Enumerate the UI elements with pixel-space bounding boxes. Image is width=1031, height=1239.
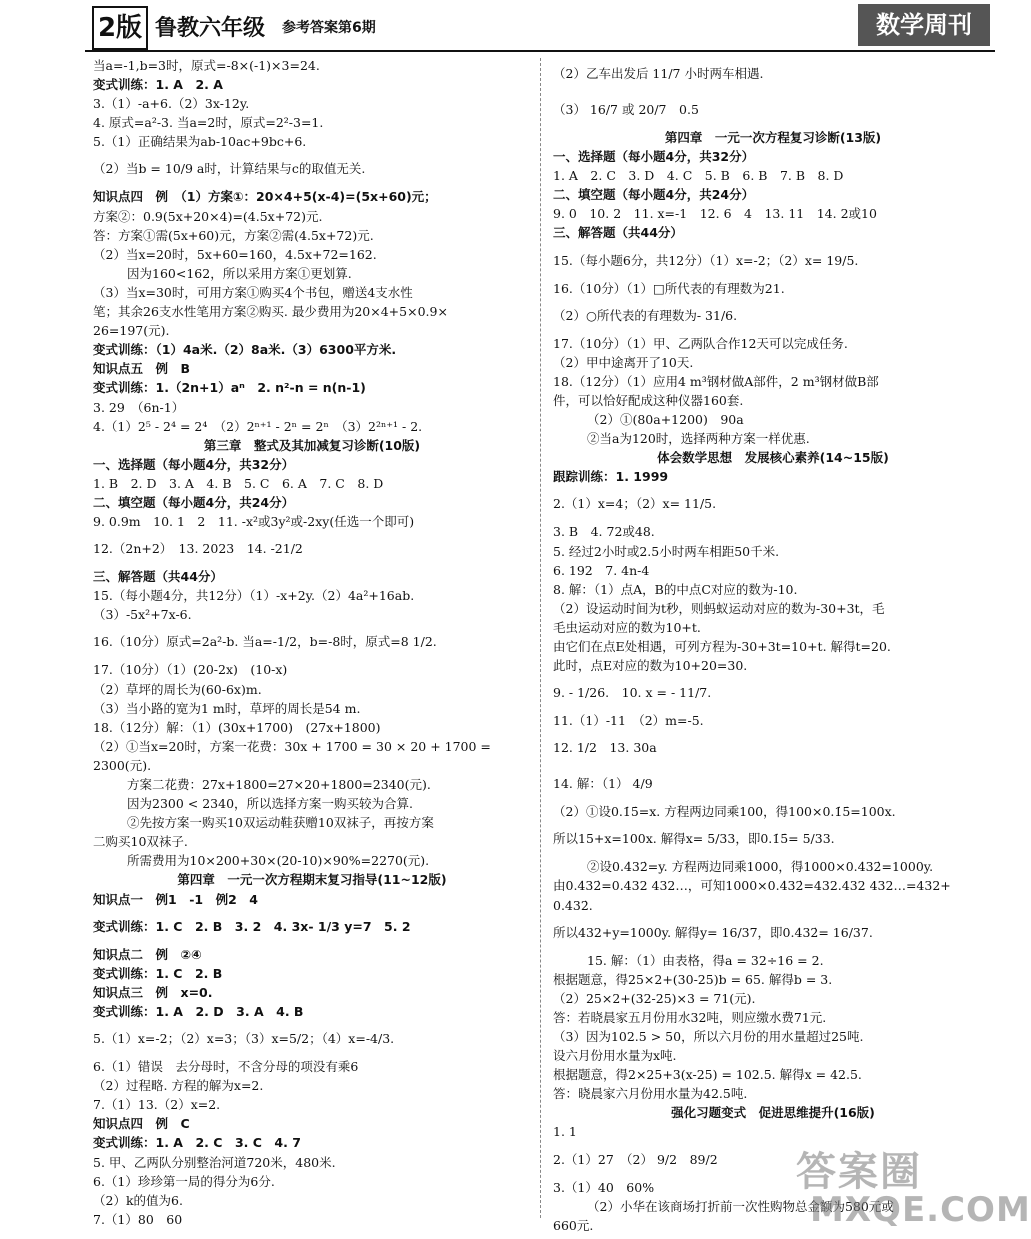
- page-header: [0, 0, 1000, 48]
- answer-line: 变式训练：1. C 2. B 3. 2 4. 3x- 1/3 y=7 5. 2: [93, 918, 411, 934]
- answer-line: （2）k的值为6.: [93, 1192, 183, 1208]
- answer-line: 毛虫运动对应的数为10+t.: [553, 619, 701, 635]
- header-rule: [85, 50, 995, 52]
- answer-line: （3）因为102.5 > 50，所以六月份的用水量超过25吨.: [553, 1029, 864, 1044]
- answer-line: （2）当x=20时，5x+60=160，4.5x+72=162.: [93, 246, 377, 262]
- section-heading: 第三章 整式及其加减复习诊断(10版): [203, 437, 421, 453]
- answer-line: 1. 1: [553, 1124, 577, 1140]
- answer-line: 根据题意，得2×25+3(x-25) = 102.5. 解得x = 42.5.: [553, 1067, 862, 1083]
- answer-line: 15.（每小题4分，共12分）（1）-x+2y.（2）4a²+16ab.: [93, 588, 415, 604]
- answer-line: 所以432+y=1000y. 解得y= 16/37，即0.4̇32̇= 16/37.: [553, 924, 873, 940]
- answer-line: 18.（12分）解：（1）(30x+1700) (27x+1800): [93, 719, 381, 735]
- answer-line: 15. 解：（1）由表格，得a = 32÷16 = 2.: [587, 952, 824, 968]
- answer-line: （2）乙车出发后 11/7 小时两车相遇.: [553, 66, 764, 81]
- watermark-text: 答案圈: [796, 1149, 922, 1195]
- answer-line: 此时，点E对应的数为10+20=30.: [553, 658, 748, 674]
- answer-line: 二、填空题（每小题4分，共24分）: [553, 187, 755, 203]
- answer-line: 跟踪训练：1. 1999: [553, 469, 669, 485]
- answer-line: 6. 192 7. 4n-4: [553, 562, 650, 578]
- answer-line: 0.4̇32̇.: [553, 897, 593, 913]
- answer-line: 14. 解：（1） 4/9: [553, 776, 653, 792]
- answer-line: 5.（1）正确结果为ab-10ac+9bc+6.: [93, 134, 307, 150]
- answer-line: 660元.: [553, 1217, 594, 1233]
- grade-label: 鲁教六年级: [155, 16, 266, 41]
- brand-banner: 数学周刊: [858, 4, 990, 46]
- answer-line: 9. 0 10. 2 11. x=-1 12. 6 4 13. 11 14. 2或10: [553, 206, 877, 222]
- answer-line: 4. 原式=a²-3. 当a=2时，原式=2²-3=1.: [93, 115, 324, 131]
- answer-line: 一、选择题（每小题4分，共32分）: [553, 149, 755, 165]
- answer-line: 二购买10双袜子.: [93, 834, 188, 850]
- answer-line: 17.（10分）（1）甲、乙两队合作12天可以完成任务.: [553, 335, 848, 351]
- answer-line: （3）当x=30时，可用方案①购买4个书包，赠送4支水性: [93, 284, 413, 300]
- answer-line: 答：晓晨家六月份用水量为42.5吨.: [553, 1086, 748, 1102]
- answer-line: （2）过程略. 方程的解为x=2.: [93, 1078, 264, 1094]
- answer-line: （2）①(80a+1200) 90a: [587, 412, 744, 428]
- answer-line: 一、选择题（每小题4分，共32分）: [93, 456, 295, 472]
- answer-line: （2）当b = 10/9 a时，计算结果与c的取值无关.: [93, 161, 366, 177]
- answer-line: ②设0.4̇32̇=y. 方程两边同乘1000，得1000×0.4̇32̇=1000y.: [587, 859, 934, 875]
- section-heading: 第四章 一元一次方程期末复习指导(11~12版): [177, 872, 447, 888]
- answer-line: 1. A 2. C 3. D 4. C 5. B 6. B 7. B 8. D: [553, 168, 844, 184]
- answer-line: 根据题意，得25×2+(30-25)b = 65. 解得b = 3.: [553, 971, 833, 987]
- column-divider: [540, 58, 541, 1218]
- answer-line: 方案二花费：27x+1800=27×20+1800=2340(元).: [127, 777, 431, 792]
- answer-line: （2）小华在该商场打折前一次性购物总金额为580元或: [587, 1198, 894, 1214]
- answer-line: 由它们在点E处相遇，可列方程为-30+3t=10+t. 解得t=20.: [553, 638, 891, 654]
- answer-line: 方案②：0.9(5x+20×4)=(4.5x+72)元.: [93, 208, 323, 224]
- answer-line: （3）当小路的宽为1 m时，草坪的周长是54 m.: [93, 700, 361, 716]
- answer-line: 18.（12分）（1）应用4 m³钢材做A部件，2 m³钢材做B部: [553, 373, 879, 389]
- answer-line: 知识点二 例 ②④: [93, 946, 202, 962]
- answer-line: 8. 解：（1）点A，B的中点C对应的数为-10.: [553, 581, 798, 597]
- section-heading: 强化习题变式 促进思维提升(16版): [671, 1105, 875, 1121]
- answer-line: 3.（1）-a+6.（2）3x-12y.: [93, 96, 250, 112]
- answer-line: 6.（1）珍珍第一局的得分为6分.: [93, 1173, 275, 1189]
- section-heading: 第四章 一元一次方程复习诊断(13版): [664, 130, 882, 145]
- answer-line: （2）草坪的周长为(60-6x)m.: [93, 681, 262, 697]
- answer-line: 答：若晓晨家五月份用水32吨，则应缴水费71元.: [553, 1009, 827, 1025]
- answer-line: 由0.4̇32̇=0.432 432…，可知1000×0.4̇32̇=432.432 432…=432+: [553, 878, 951, 894]
- answer-line: 9. - 1/26. 10. x = - 11/7.: [553, 685, 712, 701]
- answer-line: 笔；其余26支水性笔用方案②购买. 最少费用为20×4+5×0.9×: [93, 304, 448, 320]
- answer-line: 所需费用为10×200+30×(20-10)×90%=2270(元).: [127, 853, 430, 869]
- right-column: [553, 56, 993, 1235]
- answer-line: 当a=-1,b=3时，原式=-8×(-1)×3=24.: [93, 58, 320, 73]
- watermark-url: MXQE.COM: [810, 1190, 1031, 1230]
- answer-line: 15.（每小题6分，共12分）（1）x=-2；（2）x= 19/5.: [553, 252, 859, 268]
- answer-line: （2）①当x=20时，方案一花费：30x + 1700 = 30 × 20 + 1700 =: [93, 738, 491, 754]
- answer-line: 知识点四 例 C: [93, 1116, 190, 1132]
- answer-line: 12.（2n+2） 13. 2023 14. -21/2: [93, 541, 303, 557]
- answer-line: 3.（1）40 60%: [553, 1179, 655, 1195]
- answer-line: 所以15+x=100x. 解得x= 5/33，即0.1̇5̇= 5/33.: [553, 831, 835, 847]
- edition-label: 2版: [92, 6, 148, 50]
- answer-line: （2）①设0.1̇5̇=x. 方程两边同乘100，得100×0.1̇5̇=100x.: [553, 804, 896, 820]
- answer-line: 7.（1）80 60: [93, 1211, 183, 1227]
- answer-line: 二、填空题（每小题4分，共24分）: [93, 494, 295, 510]
- answer-line: 11.（1）-11 （2）m=-5.: [553, 713, 704, 729]
- answer-line: 9. 0.9m 10. 1 2 11. -x²或3y²或-2xy(任选一个即可): [93, 514, 415, 530]
- answer-line: 5. 经过2小时或2.5小时两车相距50千米.: [553, 543, 780, 559]
- answer-line: 变式训练：1. A 2. D 3. A 4. B: [93, 1003, 304, 1019]
- answer-line: （3）-5x²+7x-6.: [93, 607, 192, 623]
- answer-line: 因为2300 < 2340，所以选择方案一购买较为合算.: [127, 796, 414, 812]
- answer-line: 26=197(元).: [93, 323, 170, 339]
- watermark-logo: [770, 1140, 1031, 1239]
- answer-line: 16.（10分）（1）□所代表的有理数为21.: [553, 280, 785, 296]
- answer-line: 知识点五 例 B: [93, 361, 191, 377]
- answer-line: （3） 16/7 或 20/7 0.5: [553, 102, 699, 117]
- answer-line: 因为160<162，所以采用方案①更划算.: [127, 265, 352, 281]
- answer-line: 三、解答题（共44分）: [553, 225, 683, 241]
- answer-line: 3. B 4. 72或48.: [553, 524, 655, 540]
- answer-line: 知识点一 例1 -1 例2 4: [93, 891, 258, 907]
- answer-line: 2.（1）27 （2） 9/2 89/2: [553, 1151, 718, 1167]
- answer-line: 1. B 2. D 3. A 4. B 5. C 6. A 7. C 8. D: [93, 475, 384, 491]
- answer-line: （2）甲中途离开了10天.: [553, 354, 694, 370]
- answer-line: ②当a为120时，选择两种方案一样优惠.: [587, 431, 810, 447]
- answer-line: 知识点三 例 x=0.: [93, 984, 213, 1000]
- answer-line: 三、解答题（共44分）: [93, 569, 223, 585]
- answer-line: ②先按方案一购买10双运动鞋获赠10双袜子，再按方案: [127, 815, 434, 831]
- answer-line: 17.（10分）（1）(20-2x) (10-x): [93, 662, 288, 678]
- left-column: [93, 56, 531, 1229]
- answer-line: 变式训练：1.（2n+1）aⁿ 2. n²-n = n(n-1): [93, 380, 366, 396]
- answer-line: 变式训练：1. A 2. A: [93, 77, 223, 93]
- answer-line: 6.（1）错误 去分母时，不含分母的项没有乘6: [93, 1059, 359, 1075]
- answer-line: 3. 29 （6n-1）: [93, 399, 185, 415]
- answer-line: 7.（1）13.（2）x=2.: [93, 1097, 221, 1113]
- answer-line: 变式训练：（1）4a米.（2）8a米.（3）6300平方米.: [93, 342, 397, 358]
- section-heading: 体会数学思想 发展核心素养(14~15版): [657, 450, 889, 466]
- answer-line: 16.（10分）原式=2a²-b. 当a=-1/2，b=-8时，原式=8 1/2.: [93, 634, 437, 650]
- answer-line: 2300(元).: [93, 757, 152, 773]
- answer-line: 知识点四 例 （1）方案①：20×4+5(x-4)=(5x+60)元；: [93, 189, 437, 205]
- answer-line: （2）○所代表的有理数为- 31/6.: [553, 307, 738, 323]
- answer-line: 12. 1/2 13. 30a: [553, 740, 657, 756]
- answer-line: 件，可以恰好配成这种仪器160套.: [553, 392, 744, 408]
- answer-line: 5. 甲、乙两队分别整治河道720米，480米.: [93, 1154, 336, 1170]
- answer-line: （2）设运动时间为t秒，则蚂蚁运动对应的数为-30+3t，毛: [553, 600, 885, 616]
- answer-line: 5.（1）x=-2；（2）x=3；（3）x=5/2；（4）x=-4/3.: [93, 1031, 395, 1047]
- answer-line: 2.（1）x=4；（2）x= 11/5.: [553, 496, 717, 512]
- answer-line: 变式训练：1. C 2. B: [93, 965, 223, 981]
- answer-line: 设六月份用水量为x吨.: [553, 1048, 677, 1064]
- answer-line: 答：方案①需(5x+60)元，方案②需(4.5x+72)元.: [93, 227, 374, 243]
- issue-label: 参考答案第6期: [282, 20, 376, 36]
- answer-line: 4.（1）2⁵ - 2⁴ = 2⁴ （2）2ⁿ⁺¹ - 2ⁿ = 2ⁿ （3）2²ⁿ⁺¹ - 2.: [93, 418, 423, 434]
- answer-line: （2）25×2+(32-25)×3 = 71(元).: [553, 990, 756, 1006]
- answer-line: 变式训练：1. A 2. C 3. C 4. 7: [93, 1135, 301, 1151]
